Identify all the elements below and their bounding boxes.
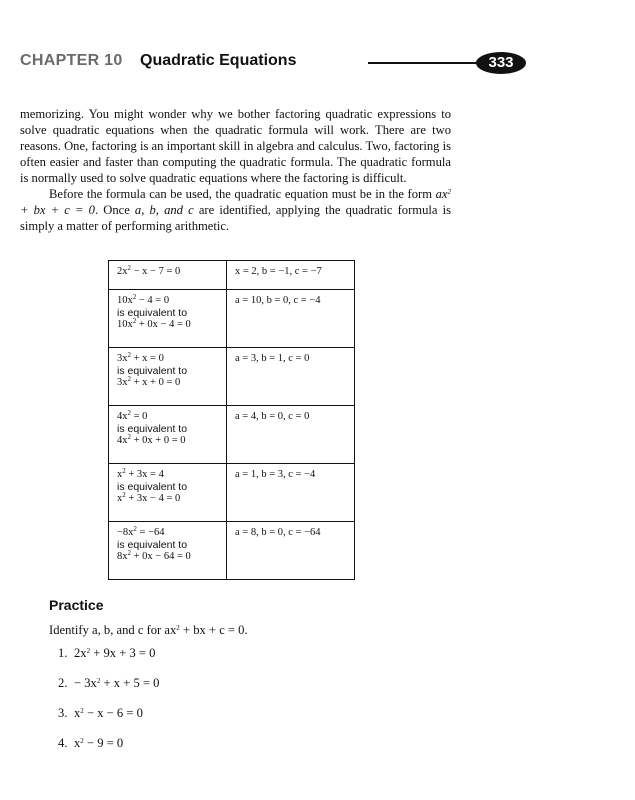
chapter-title: Quadratic Equations — [140, 52, 297, 69]
standard-form-equation: $ax^2$ + bx + c = 0 — [20, 187, 451, 217]
coefficient-cell — [227, 348, 355, 406]
practice-item-equation: − $3x^2 + x + 5 = 0$ — [74, 676, 160, 690]
body-text — [20, 106, 451, 234]
practice-item-number: 2. — [58, 676, 68, 690]
practice-item — [58, 706, 143, 721]
original-equation: $2x^2 - x - 7 = 0$ — [117, 264, 181, 277]
table-row — [109, 464, 355, 522]
practice-item — [58, 646, 155, 661]
original-equation: $-8x^2 = -64$ — [117, 525, 165, 538]
practice-heading: Practice — [49, 597, 104, 613]
equation-cell — [109, 522, 227, 580]
table-row — [109, 406, 355, 464]
table-row — [109, 522, 355, 580]
coefficient-cell — [227, 464, 355, 522]
practice-item — [58, 676, 159, 691]
coefficient-cell — [227, 290, 355, 348]
header-rule — [368, 62, 488, 64]
coefficients: a = 1, b = 3, c = −4 — [235, 469, 316, 480]
coefficient-cell — [227, 261, 355, 290]
coefficients: a = 8, b = 0, c = −64 — [235, 527, 321, 538]
equivalence-note: is equivalent to — [117, 365, 188, 378]
paragraph-text: Before the formula can be used, the quadratic equation must be in the form — [49, 187, 436, 201]
coefficients: a = 10, b = 0, c = −4 — [235, 295, 321, 306]
practice-item-equation: $2x^2 + 9x + 3 = 0$ — [74, 646, 156, 660]
standard-form: $3x^2 + x + 0 = 0$ — [117, 375, 181, 389]
coefficient-variables: a, b, and c — [134, 203, 194, 217]
equivalence-note: is equivalent to — [117, 481, 188, 494]
practice-item-number: 3. — [58, 706, 68, 720]
coefficients: a = 4, b = 0, c = 0 — [235, 411, 310, 422]
paragraph-standard-form — [20, 186, 451, 234]
original-equation: $10x^2 - 4 = 0$ — [117, 293, 170, 306]
coefficient-table — [108, 260, 355, 580]
coefficients: a = 3, b = 1, c = 0 — [235, 353, 310, 364]
equation-cell — [109, 406, 227, 464]
practice-item — [58, 736, 123, 751]
coefficient-cell — [227, 522, 355, 580]
original-equation: $4x^2 = 0$ — [117, 409, 148, 422]
standard-form: $8x^2 + 0x - 64 = 0$ — [117, 549, 191, 563]
equation-cell — [109, 261, 227, 290]
paragraph-text: are identified, applying the quadratic formula is simply a matter of performing arithmetic. — [20, 203, 451, 233]
table-row — [109, 290, 355, 348]
coefficients: x = 2, b = −1, c = −7 — [235, 266, 322, 277]
standard-form: $4x^2 + 0x + 0 = 0$ — [117, 433, 186, 447]
practice-item-number: 4. — [58, 736, 68, 750]
paragraph-why-factor: memorizing. You might wonder why we bother factoring quadratic expressions to solve quadratic equations when the quadratic formula will work. There are two reasons. One, factoring is an important skill in algebra and calculus. Two, factoring is often easier and faster than computing the quadratic formula. The quadratic formula is normally used to solve quadratic equations where the factoring is difficult. — [20, 107, 451, 185]
paragraph-text: . Once — [94, 203, 135, 217]
equation-cell — [109, 464, 227, 522]
practice-instruction: Identify a, b, and c for $ax^2$ + bx + c = 0. — [49, 623, 248, 637]
standard-form: $10x^2 + 0x - 4 = 0$ — [117, 317, 191, 331]
table-row — [109, 261, 355, 290]
page-number-badge: 333 — [476, 52, 526, 74]
equation-cell — [109, 348, 227, 406]
practice-item-equation: $x^2 - x - 6 = 0$ — [74, 706, 143, 720]
standard-form: $x^2 + 3x - 4 = 0$ — [117, 491, 181, 505]
equivalence-note: is equivalent to — [117, 539, 188, 552]
practice-item-number: 1. — [58, 646, 68, 660]
practice-item-equation: $x^2 - 9 = 0$ — [74, 736, 124, 750]
equation-cell — [109, 290, 227, 348]
equivalence-note: is equivalent to — [117, 423, 188, 436]
original-equation: $x^2 + 3x = 4$ — [117, 467, 164, 480]
chapter-label: CHAPTER 10 — [20, 52, 123, 69]
coefficient-cell — [227, 406, 355, 464]
running-header — [20, 50, 525, 78]
table-row — [109, 348, 355, 406]
equivalence-note: is equivalent to — [117, 307, 188, 320]
original-equation: $3x^2 + x = 0$ — [117, 351, 164, 364]
